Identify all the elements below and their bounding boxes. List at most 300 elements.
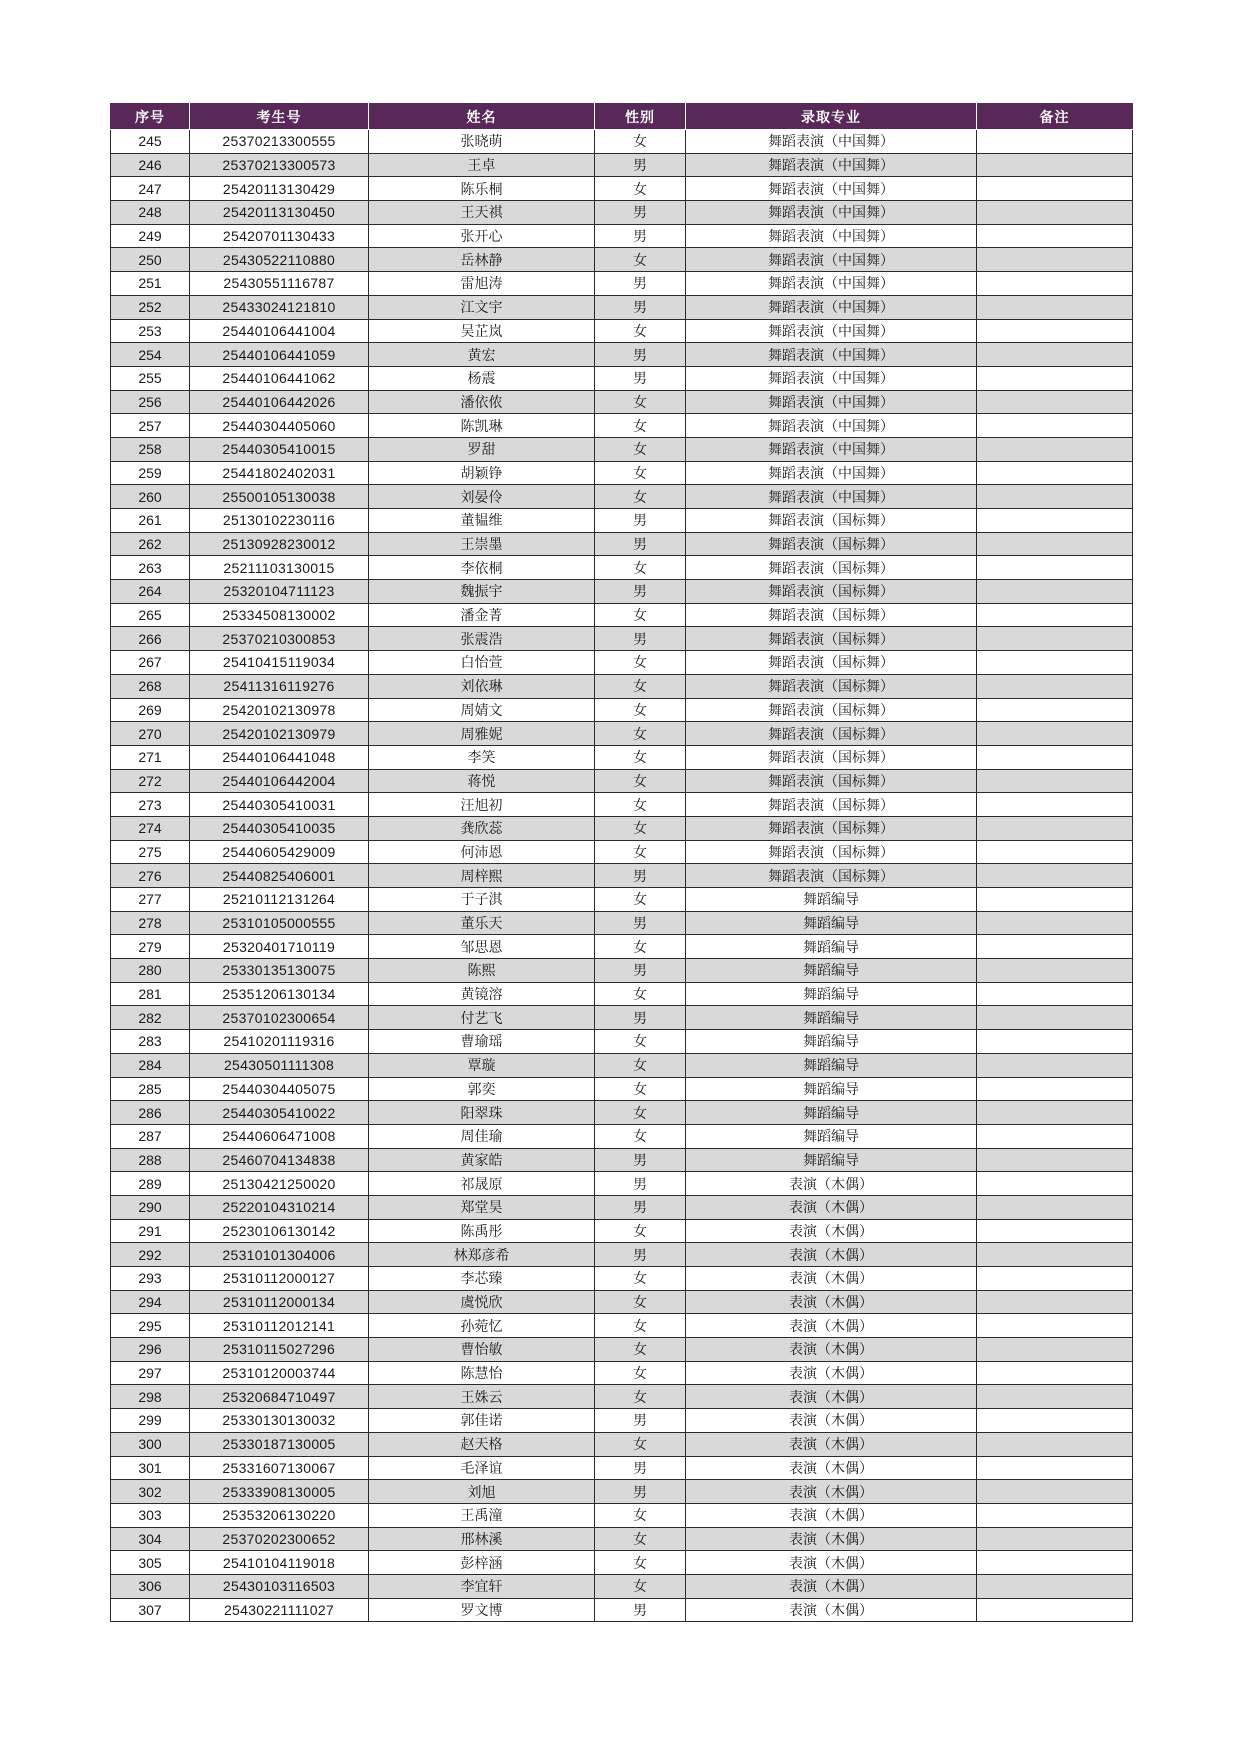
cell-remarks (977, 1053, 1133, 1077)
cell-gender: 女 (595, 793, 686, 817)
cell-gender: 女 (595, 1124, 686, 1148)
cell-candidate-number: 25430551116787 (190, 272, 369, 296)
cell-candidate-number: 25420113130429 (190, 177, 369, 201)
cell-major: 舞蹈表演（国标舞） (686, 651, 977, 675)
cell-remarks (977, 840, 1133, 864)
cell-serial: 280 (111, 959, 190, 983)
cell-name: 岳林静 (369, 248, 595, 272)
cell-candidate-number: 25330187130005 (190, 1432, 369, 1456)
cell-candidate-number: 25411316119276 (190, 674, 369, 698)
cell-major: 表演（木偶） (686, 1574, 977, 1598)
table-row (111, 1338, 1133, 1362)
cell-remarks (977, 1314, 1133, 1338)
cell-name: 杨震 (369, 366, 595, 390)
cell-serial: 283 (111, 1030, 190, 1054)
cell-serial: 252 (111, 295, 190, 319)
table-row (111, 1053, 1133, 1077)
cell-major: 表演（木偶） (686, 1432, 977, 1456)
cell-gender: 男 (595, 864, 686, 888)
cell-name: 阳翠珠 (369, 1101, 595, 1125)
cell-gender: 男 (595, 1598, 686, 1622)
cell-gender: 女 (595, 1267, 686, 1291)
table-row (111, 580, 1133, 604)
cell-name: 张开心 (369, 224, 595, 248)
cell-name: 龚欣蕊 (369, 816, 595, 840)
table-row (111, 437, 1133, 461)
cell-remarks (977, 1290, 1133, 1314)
column-header-candidate-number: 考生号 (190, 104, 369, 130)
cell-remarks (977, 959, 1133, 983)
cell-major: 舞蹈表演（中国舞） (686, 201, 977, 225)
cell-major: 表演（木偶） (686, 1267, 977, 1291)
cell-serial: 297 (111, 1361, 190, 1385)
cell-gender: 男 (595, 911, 686, 935)
cell-serial: 286 (111, 1101, 190, 1125)
column-header-serial: 序号 (111, 104, 190, 130)
cell-candidate-number: 25440304405060 (190, 414, 369, 438)
cell-candidate-number: 25130421250020 (190, 1172, 369, 1196)
cell-gender: 男 (595, 1456, 686, 1480)
cell-gender: 女 (595, 745, 686, 769)
cell-gender: 男 (595, 201, 686, 225)
cell-serial: 307 (111, 1598, 190, 1622)
cell-gender: 女 (595, 1385, 686, 1409)
cell-serial: 259 (111, 461, 190, 485)
table-row (111, 1219, 1133, 1243)
cell-remarks (977, 1432, 1133, 1456)
cell-gender: 女 (595, 1527, 686, 1551)
cell-remarks (977, 580, 1133, 604)
cell-serial: 305 (111, 1551, 190, 1575)
cell-gender: 女 (595, 437, 686, 461)
cell-candidate-number: 25310115027296 (190, 1338, 369, 1362)
cell-candidate-number: 25460704134838 (190, 1148, 369, 1172)
cell-gender: 女 (595, 414, 686, 438)
cell-remarks (977, 793, 1133, 817)
cell-remarks (977, 1503, 1133, 1527)
cell-candidate-number: 25370213300573 (190, 153, 369, 177)
cell-gender: 女 (595, 130, 686, 154)
cell-major: 舞蹈编导 (686, 1101, 977, 1125)
cell-name: 李芯臻 (369, 1267, 595, 1291)
cell-serial: 269 (111, 698, 190, 722)
cell-serial: 289 (111, 1172, 190, 1196)
cell-major: 舞蹈表演（中国舞） (686, 437, 977, 461)
cell-name: 于子淇 (369, 888, 595, 912)
cell-serial: 263 (111, 556, 190, 580)
cell-major: 表演（木偶） (686, 1551, 977, 1575)
cell-major: 舞蹈编导 (686, 1124, 977, 1148)
cell-name: 陈乐桐 (369, 177, 595, 201)
cell-gender: 男 (595, 1006, 686, 1030)
cell-name: 何沛恩 (369, 840, 595, 864)
cell-major: 舞蹈表演（中国舞） (686, 153, 977, 177)
cell-serial: 301 (111, 1456, 190, 1480)
cell-serial: 273 (111, 793, 190, 817)
cell-name: 黄家皓 (369, 1148, 595, 1172)
cell-major: 舞蹈表演（国标舞） (686, 816, 977, 840)
cell-gender: 男 (595, 1243, 686, 1267)
cell-name: 李笑 (369, 745, 595, 769)
table-row (111, 461, 1133, 485)
cell-candidate-number: 25130102230116 (190, 509, 369, 533)
cell-serial: 246 (111, 153, 190, 177)
cell-candidate-number: 25370102300654 (190, 1006, 369, 1030)
cell-remarks (977, 485, 1133, 509)
table-row (111, 153, 1133, 177)
admission-list-table (110, 103, 1133, 1622)
cell-serial: 285 (111, 1077, 190, 1101)
cell-remarks (977, 651, 1133, 675)
cell-candidate-number: 25320684710497 (190, 1385, 369, 1409)
cell-name: 邢林溪 (369, 1527, 595, 1551)
cell-candidate-number: 25500105130038 (190, 485, 369, 509)
cell-major: 舞蹈编导 (686, 1148, 977, 1172)
cell-candidate-number: 25440304405075 (190, 1077, 369, 1101)
cell-major: 舞蹈表演（中国舞） (686, 485, 977, 509)
cell-candidate-number: 25370210300853 (190, 627, 369, 651)
cell-gender: 女 (595, 1077, 686, 1101)
cell-remarks (977, 1574, 1133, 1598)
cell-candidate-number: 25441802402031 (190, 461, 369, 485)
cell-major: 舞蹈表演（中国舞） (686, 272, 977, 296)
cell-serial: 264 (111, 580, 190, 604)
column-header-gender: 性别 (595, 104, 686, 130)
cell-remarks (977, 745, 1133, 769)
cell-serial: 304 (111, 1527, 190, 1551)
cell-gender: 男 (595, 959, 686, 983)
cell-serial: 249 (111, 224, 190, 248)
table-row (111, 982, 1133, 1006)
cell-candidate-number: 25210112131264 (190, 888, 369, 912)
table-row (111, 698, 1133, 722)
cell-major: 舞蹈编导 (686, 1030, 977, 1054)
cell-serial: 267 (111, 651, 190, 675)
cell-name: 刘依琳 (369, 674, 595, 698)
cell-serial: 262 (111, 532, 190, 556)
cell-serial: 274 (111, 816, 190, 840)
cell-major: 舞蹈编导 (686, 1077, 977, 1101)
table-row (111, 1361, 1133, 1385)
cell-major: 表演（木偶） (686, 1290, 977, 1314)
table-row (111, 1480, 1133, 1504)
cell-remarks (977, 1456, 1133, 1480)
cell-name: 陈慧怡 (369, 1361, 595, 1385)
table-row (111, 674, 1133, 698)
cell-major: 舞蹈编导 (686, 888, 977, 912)
cell-serial: 277 (111, 888, 190, 912)
table-row (111, 1290, 1133, 1314)
cell-candidate-number: 25440606471008 (190, 1124, 369, 1148)
cell-name: 曹怡敏 (369, 1338, 595, 1362)
cell-gender: 女 (595, 461, 686, 485)
cell-gender: 女 (595, 1432, 686, 1456)
cell-name: 黄镜溶 (369, 982, 595, 1006)
cell-gender: 男 (595, 1172, 686, 1196)
cell-remarks (977, 1006, 1133, 1030)
cell-major: 舞蹈表演（国标舞） (686, 840, 977, 864)
cell-candidate-number: 25430522110880 (190, 248, 369, 272)
cell-serial: 296 (111, 1338, 190, 1362)
cell-major: 表演（木偶） (686, 1598, 977, 1622)
cell-candidate-number: 25430221111027 (190, 1598, 369, 1622)
cell-name: 李依桐 (369, 556, 595, 580)
cell-serial: 299 (111, 1409, 190, 1433)
cell-name: 曹瑜瑶 (369, 1030, 595, 1054)
cell-candidate-number: 25330135130075 (190, 959, 369, 983)
table-row (111, 532, 1133, 556)
cell-remarks (977, 414, 1133, 438)
cell-gender: 男 (595, 1195, 686, 1219)
table-row (111, 295, 1133, 319)
cell-serial: 293 (111, 1267, 190, 1291)
cell-candidate-number: 25370213300555 (190, 130, 369, 154)
cell-serial: 272 (111, 769, 190, 793)
cell-major: 舞蹈表演（国标舞） (686, 745, 977, 769)
cell-candidate-number: 25430501111308 (190, 1053, 369, 1077)
cell-name: 周婧文 (369, 698, 595, 722)
cell-remarks (977, 698, 1133, 722)
cell-serial: 253 (111, 319, 190, 343)
cell-serial: 281 (111, 982, 190, 1006)
cell-name: 周雅妮 (369, 722, 595, 746)
cell-candidate-number: 25440305410035 (190, 816, 369, 840)
cell-remarks (977, 1598, 1133, 1622)
cell-serial: 294 (111, 1290, 190, 1314)
cell-candidate-number: 25310112012141 (190, 1314, 369, 1338)
cell-major: 舞蹈表演（中国舞） (686, 224, 977, 248)
cell-serial: 266 (111, 627, 190, 651)
cell-remarks (977, 532, 1133, 556)
cell-major: 舞蹈表演（中国舞） (686, 295, 977, 319)
cell-gender: 女 (595, 485, 686, 509)
table-row (111, 1030, 1133, 1054)
cell-gender: 男 (595, 580, 686, 604)
table-row (111, 745, 1133, 769)
cell-major: 表演（木偶） (686, 1527, 977, 1551)
cell-major: 表演（木偶） (686, 1480, 977, 1504)
table-row (111, 1385, 1133, 1409)
cell-candidate-number: 25440305410015 (190, 437, 369, 461)
table-row (111, 1124, 1133, 1148)
cell-serial: 291 (111, 1219, 190, 1243)
table-row (111, 840, 1133, 864)
cell-name: 林郑彦希 (369, 1243, 595, 1267)
table-row (111, 177, 1133, 201)
cell-gender: 女 (595, 177, 686, 201)
cell-candidate-number: 25440106441004 (190, 319, 369, 343)
table-row (111, 414, 1133, 438)
cell-candidate-number: 25420113130450 (190, 201, 369, 225)
cell-candidate-number: 25420701130433 (190, 224, 369, 248)
table-row (111, 864, 1133, 888)
cell-gender: 女 (595, 722, 686, 746)
cell-name: 白怡萱 (369, 651, 595, 675)
cell-major: 表演（木偶） (686, 1409, 977, 1433)
table-row (111, 911, 1133, 935)
table-row (111, 603, 1133, 627)
table-row (111, 1598, 1133, 1622)
cell-major: 舞蹈表演（中国舞） (686, 130, 977, 154)
cell-name: 郭佳诺 (369, 1409, 595, 1433)
table-row (111, 390, 1133, 414)
table-row (111, 651, 1133, 675)
table-row (111, 888, 1133, 912)
cell-candidate-number: 25420102130979 (190, 722, 369, 746)
cell-gender: 男 (595, 1148, 686, 1172)
cell-major: 舞蹈表演（国标舞） (686, 722, 977, 746)
cell-major: 舞蹈表演（国标舞） (686, 627, 977, 651)
table-row (111, 319, 1133, 343)
cell-gender: 女 (595, 698, 686, 722)
cell-gender: 女 (595, 1290, 686, 1314)
cell-serial: 298 (111, 1385, 190, 1409)
cell-remarks (977, 1172, 1133, 1196)
cell-major: 舞蹈表演（国标舞） (686, 769, 977, 793)
cell-major: 舞蹈编导 (686, 982, 977, 1006)
cell-name: 潘依侬 (369, 390, 595, 414)
cell-candidate-number: 25331607130067 (190, 1456, 369, 1480)
cell-major: 表演（木偶） (686, 1456, 977, 1480)
cell-remarks (977, 248, 1133, 272)
column-header-name: 姓名 (369, 104, 595, 130)
cell-major: 舞蹈表演（国标舞） (686, 698, 977, 722)
cell-remarks (977, 295, 1133, 319)
cell-serial: 265 (111, 603, 190, 627)
cell-candidate-number: 25310105000555 (190, 911, 369, 935)
cell-serial: 270 (111, 722, 190, 746)
cell-serial: 275 (111, 840, 190, 864)
cell-remarks (977, 366, 1133, 390)
cell-serial: 254 (111, 343, 190, 367)
cell-remarks (977, 177, 1133, 201)
cell-remarks (977, 1243, 1133, 1267)
cell-major: 舞蹈编导 (686, 1053, 977, 1077)
cell-serial: 295 (111, 1314, 190, 1338)
table-row (111, 272, 1133, 296)
cell-major: 舞蹈表演（国标舞） (686, 580, 977, 604)
cell-candidate-number: 25333908130005 (190, 1480, 369, 1504)
cell-major: 舞蹈表演（国标舞） (686, 864, 977, 888)
cell-name: 刘旭 (369, 1480, 595, 1504)
cell-remarks (977, 1030, 1133, 1054)
cell-serial: 284 (111, 1053, 190, 1077)
cell-candidate-number: 25440106441059 (190, 343, 369, 367)
cell-name: 吴芷岚 (369, 319, 595, 343)
table-row (111, 201, 1133, 225)
cell-gender: 男 (595, 224, 686, 248)
cell-remarks (977, 1480, 1133, 1504)
table-row (111, 1432, 1133, 1456)
cell-remarks (977, 722, 1133, 746)
cell-gender: 女 (595, 390, 686, 414)
cell-name: 毛泽谊 (369, 1456, 595, 1480)
cell-major: 舞蹈表演（国标舞） (686, 603, 977, 627)
table-row (111, 366, 1133, 390)
cell-name: 王卓 (369, 153, 595, 177)
cell-candidate-number: 25220104310214 (190, 1195, 369, 1219)
cell-gender: 男 (595, 1480, 686, 1504)
cell-name: 郑堂昊 (369, 1195, 595, 1219)
cell-remarks (977, 603, 1133, 627)
cell-remarks (977, 1101, 1133, 1125)
cell-candidate-number: 25310120003744 (190, 1361, 369, 1385)
cell-candidate-number: 25353206130220 (190, 1503, 369, 1527)
cell-major: 表演（木偶） (686, 1361, 977, 1385)
cell-remarks (977, 888, 1133, 912)
table-row (111, 1503, 1133, 1527)
cell-remarks (977, 816, 1133, 840)
cell-remarks (977, 1551, 1133, 1575)
cell-candidate-number: 25320401710119 (190, 935, 369, 959)
cell-gender: 女 (595, 674, 686, 698)
cell-gender: 女 (595, 248, 686, 272)
cell-name: 赵天格 (369, 1432, 595, 1456)
cell-name: 董乐天 (369, 911, 595, 935)
cell-major: 舞蹈表演（中国舞） (686, 461, 977, 485)
cell-major: 舞蹈表演（国标舞） (686, 532, 977, 556)
cell-candidate-number: 25410201119316 (190, 1030, 369, 1054)
table-row (111, 343, 1133, 367)
column-header-remarks: 备注 (977, 104, 1133, 130)
cell-name: 雷旭涛 (369, 272, 595, 296)
cell-candidate-number: 25310101304006 (190, 1243, 369, 1267)
cell-candidate-number: 25420102130978 (190, 698, 369, 722)
cell-major: 表演（木偶） (686, 1385, 977, 1409)
cell-name: 罗文博 (369, 1598, 595, 1622)
cell-gender: 女 (595, 888, 686, 912)
cell-name: 王天祺 (369, 201, 595, 225)
cell-candidate-number: 25230106130142 (190, 1219, 369, 1243)
cell-name: 邹思恩 (369, 935, 595, 959)
cell-remarks (977, 982, 1133, 1006)
cell-remarks (977, 1385, 1133, 1409)
cell-remarks (977, 224, 1133, 248)
cell-gender: 男 (595, 343, 686, 367)
cell-serial: 290 (111, 1195, 190, 1219)
cell-candidate-number: 25330130130032 (190, 1409, 369, 1433)
cell-serial: 287 (111, 1124, 190, 1148)
cell-remarks (977, 627, 1133, 651)
cell-remarks (977, 1527, 1133, 1551)
cell-remarks (977, 911, 1133, 935)
cell-name: 蒋悦 (369, 769, 595, 793)
cell-gender: 女 (595, 1361, 686, 1385)
cell-candidate-number: 25433024121810 (190, 295, 369, 319)
cell-serial: 245 (111, 130, 190, 154)
cell-name: 郭奕 (369, 1077, 595, 1101)
cell-gender: 女 (595, 1030, 686, 1054)
cell-serial: 288 (111, 1148, 190, 1172)
cell-remarks (977, 864, 1133, 888)
column-header-major: 录取专业 (686, 104, 977, 130)
table-row (111, 1409, 1133, 1433)
cell-major: 表演（木偶） (686, 1314, 977, 1338)
cell-major: 舞蹈编导 (686, 959, 977, 983)
cell-gender: 女 (595, 1314, 686, 1338)
cell-name: 魏振宇 (369, 580, 595, 604)
cell-major: 舞蹈表演（中国舞） (686, 414, 977, 438)
table-row (111, 1195, 1133, 1219)
cell-major: 舞蹈表演（中国舞） (686, 248, 977, 272)
cell-remarks (977, 935, 1133, 959)
cell-name: 付艺飞 (369, 1006, 595, 1030)
table-row (111, 248, 1133, 272)
cell-gender: 男 (595, 532, 686, 556)
cell-candidate-number: 25440825406001 (190, 864, 369, 888)
table-row (111, 935, 1133, 959)
cell-serial: 247 (111, 177, 190, 201)
